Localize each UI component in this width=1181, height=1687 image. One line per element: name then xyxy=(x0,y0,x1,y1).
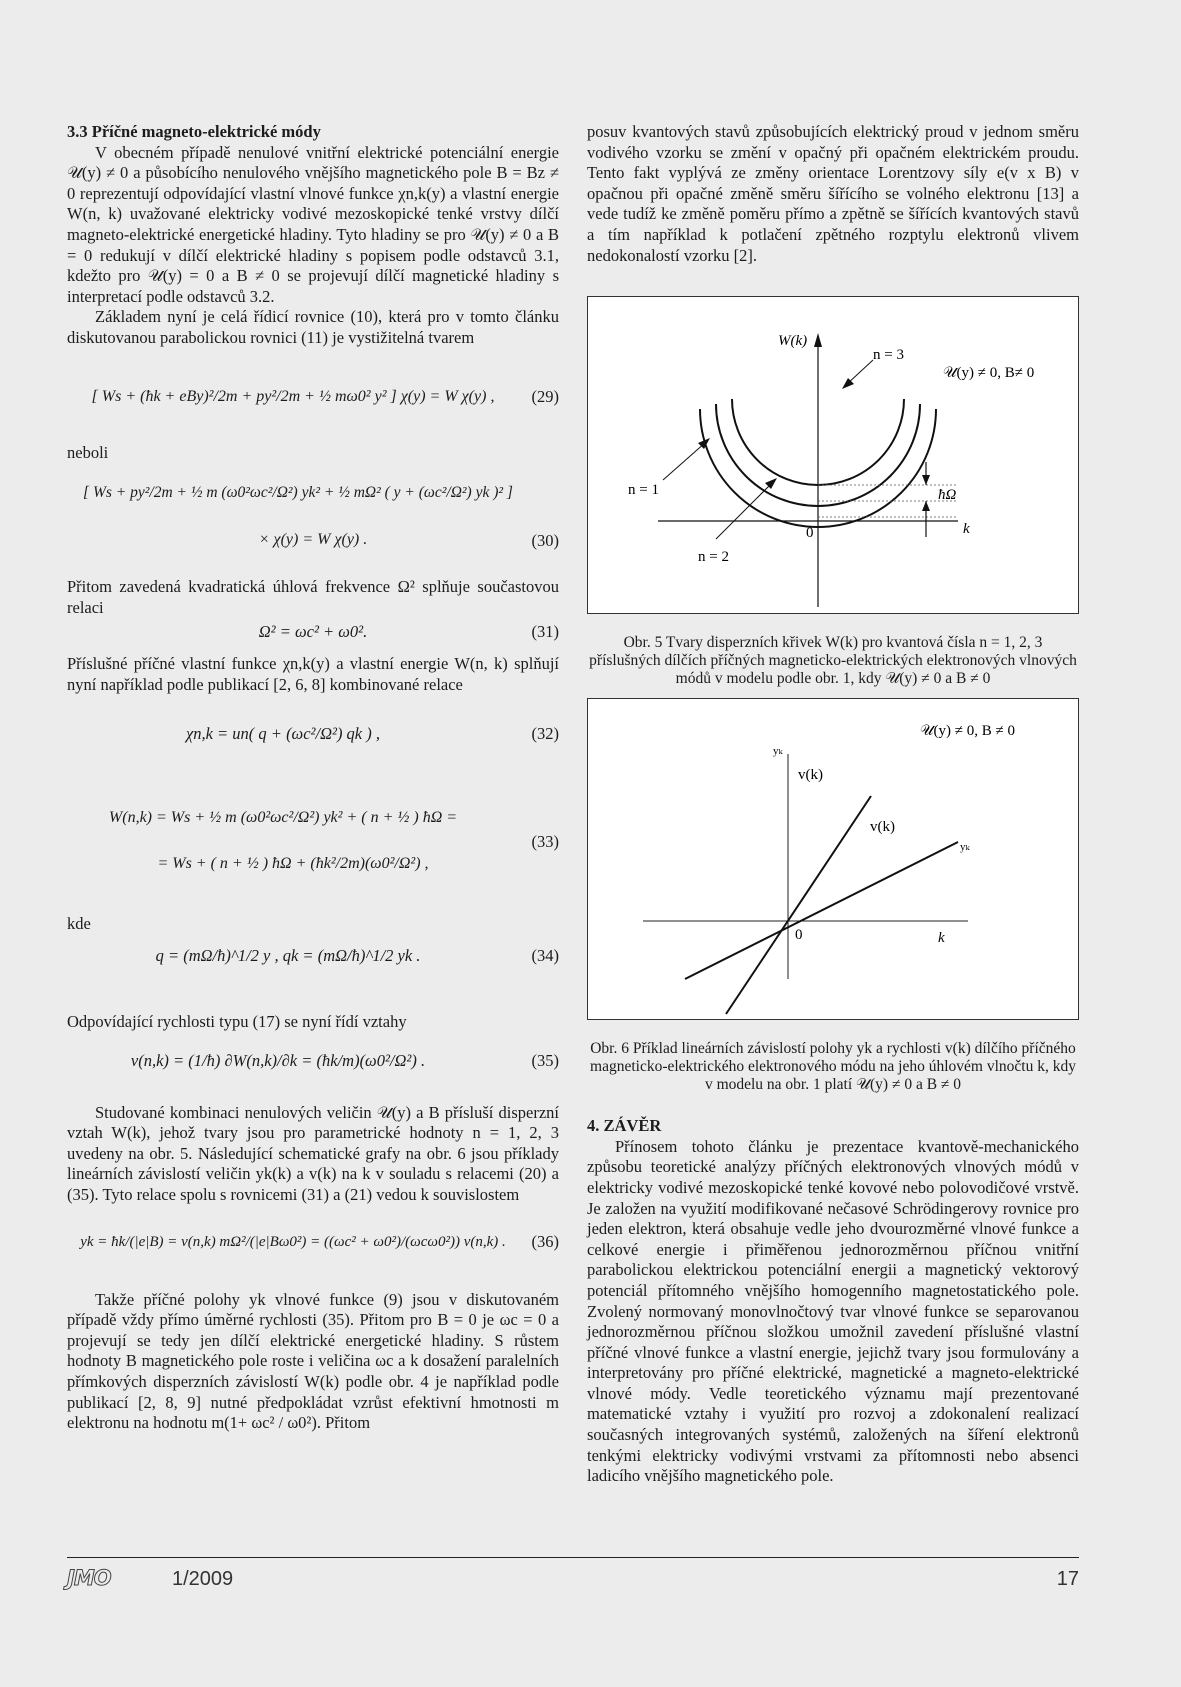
left-column xyxy=(67,122,559,1434)
paragraph: Přínosem tohoto článku je prezentace kvantově-mechanického způsobu teoretické analýzy příčných elektronových vlnových módů v elektricky vodivé mezoskopické tenké kovové nebo polovodičové vrstvě. Je založen na využití modifikované nečasové Schrödingerovy rovnice pro jeden elektron, která obsahuje vedle jeho dvourozměrné vlnové funkce a celkové energie i přiměřenou jednorozměrnou příčnou vnitřní parabolickou elektrickou potenciální energii a magnetický vektorový potenciál přítomného vnějšího homogenního magnetostatického pole. Zvolený normovaný monovlnočtový tvar vlnové funkce se separovanou jednorozměrnou příčnou složkou umožnil zavedení příslušné vlastní příčné vlnové funkce a vlastní energie, jejichž tvary jsou formulovány a interpretovány pro příčné elektrické, magnetické a magneto-elektrické vlnové módy. Vedle teoretického významu mají prezentované matematické vztahy i využití pro rozvoj a zdokonalení realizací současných integrovaných systémů, založených na šíření elektronů tenkými elektricky vodivými vrstvami za přítomnosti nebo absenci ladicího vnějšího magnetického pole. xyxy=(587,1136,1079,1486)
equation-31 xyxy=(67,618,559,650)
equation-text: W(n,k) = Ws + ½ m (ω0²ωc²/Ω²) yk² + ( n + ½ ) ħΩ = xyxy=(108,808,458,826)
equation-29 xyxy=(67,359,559,437)
equation-number: (35) xyxy=(531,1050,559,1070)
equation-33 xyxy=(67,782,559,912)
hbar-omega-label: ħΩ xyxy=(938,487,957,504)
paragraph: Odpovídající rychlosti typu (17) se nyní řídí vztahy xyxy=(67,1012,407,1032)
equation-number: (32) xyxy=(531,723,559,743)
paragraph: Takže příčné polohy yk vlnové funkce (9) jsou v diskutovaném případě vždy přímo úměrné rychlosti (35). Přitom pro B = 0 je ωc = 0 a projevují se tedy jen dílčí elektrické energetické hladiny. S růstem hodnoty B magnetického pole roste i veličina ωc a k dosažení paralelních přímkových disperzních závislostí W(k) podle obr. 4 je například podle publikací [2, 8, 9] nutné předpokládat vzrůst efektivní hmotnosti m elektronu na hodnotu m(1+ ωc² / ω0²). Přitom xyxy=(67,1289,559,1433)
yk-line-label: yₖ xyxy=(960,841,970,854)
paragraph: posuv kvantových stavů způsobujících elektrický proud v jednom směru vodivého vzorku se změní v opačný při opačném elektrickém proudu. Tento fakt vyplývá ze změny orientace Lorentzovy síly e(v x B) v opačnou při opačné změně směru šířícího se volného elektronu [13] a vede tudíž ke změně poměru přímo a zpětně se šířících kvantových stavů a tím například k potlačení zpětného rozptylu elektronů vlivem nedokonalostí vzorku [2]. xyxy=(587,122,1079,265)
label-n3: n = 3 xyxy=(873,347,904,364)
right-column xyxy=(587,122,1079,1487)
equation-30 xyxy=(67,463,559,563)
equation-number: (29) xyxy=(531,386,559,406)
origin-label: 0 xyxy=(795,927,803,944)
ylabel: W(k) xyxy=(778,333,808,350)
page-number: 17 xyxy=(1056,1568,1079,1590)
figure-5-diagram xyxy=(588,297,1078,613)
origin-label: 0 xyxy=(806,525,814,542)
neboli-label: neboli xyxy=(67,442,109,462)
equation-text: v(n,k) = (1/ħ) ∂W(n,k)/∂k = (ħk/m)(ω0²/Ω²) . xyxy=(130,1050,426,1070)
equation-text: q = (mΩ/ħ)^1/2 y , qk = (mΩ/ħ)^1/2 yk . xyxy=(155,946,421,966)
vk-axis-label: v(k) xyxy=(798,767,823,784)
equation-text: Ω² = ωc² + ω0². xyxy=(258,622,368,642)
kde-label: kde xyxy=(67,913,91,933)
journal-logo: JMO xyxy=(67,1566,111,1590)
equation-text: = Ws + ( n + ½ ) ħΩ + (ħk²/2m)(ω0²/Ω²) , xyxy=(157,855,429,873)
equation-text: yk = ħk/(|e|B) = v(n,k) mΩ²/(|e|Bω0²) = ((ωc² + ω0²)/(ωcω0²)) v(n,k) . xyxy=(80,1233,506,1250)
equation-36 xyxy=(67,1206,559,1286)
equation-32 xyxy=(67,696,559,772)
xlabel: k xyxy=(938,930,945,947)
equation-34 xyxy=(67,934,559,1002)
paragraph: Studované kombinaci nenulových veličin 𝒰(y) a B přísluší disperzní vztah W(k), jehož tvary jsou pro parametrické hodnoty n = 1, 2, 3 uvedeny na obr. 5. Následující schematické grafy na obr. 6 jsou příklady lineárních závislostí veličin yk(k) a v(k) na k v souladu s relacemi (20) a (35). Tyto relace spolu s rovnicemi (31) a (21) vedou k souvislostem xyxy=(67,1102,559,1205)
label-n2: n = 2 xyxy=(698,549,729,566)
position-line xyxy=(685,842,958,979)
section-heading: 3.3 Příčné magneto-elektrické módy xyxy=(67,122,321,141)
figure-5 xyxy=(587,296,1079,614)
equation-text: [ Ws + py²/2m + ½ m (ω0²ωc²/Ω²) yk² + ½ mΩ² ( y + (ωc²/Ω²) yk )² ] xyxy=(83,484,513,502)
issue-number: 1/2009 xyxy=(172,1568,234,1590)
equation-text: × χ(y) = W χ(y) . xyxy=(258,530,368,548)
figure-5-caption: Obr. 5 Tvary disperzních křivek W(k) pro kvantová čísla n = 1, 2, 3 příslušných dílčích příčných magneticko-elektrických elektronových vlnových módů v modelu podle obr. 1, kdy 𝒰(y) ≠ 0 a B ≠ 0 xyxy=(589,634,1077,688)
xlabel: k xyxy=(963,521,970,538)
condition-label: 𝒰(y) ≠ 0, B≠ 0 xyxy=(943,365,1035,382)
label-n1: n = 1 xyxy=(628,482,659,499)
equation-number: (36) xyxy=(531,1231,559,1251)
condition-label: 𝒰(y) ≠ 0, B ≠ 0 xyxy=(920,723,1015,740)
figure-6 xyxy=(587,698,1079,1020)
vk-line-label: v(k) xyxy=(870,819,895,836)
yk-axis-label: yₖ xyxy=(773,745,783,758)
velocity-line xyxy=(726,796,871,1014)
figure-6-diagram xyxy=(588,699,1078,1019)
paragraph: Přitom zavedená kvadratická úhlová frekvence Ω² splňuje součastovou relaci xyxy=(67,577,559,617)
paragraph: Základem nyní je celá řídicí rovnice (10), která pro v tomto článku diskutovanou parabolickou rovnici (11) je vystižitelná tvarem xyxy=(67,307,559,347)
footer-rule xyxy=(67,1557,1079,1558)
equation-number: (30) xyxy=(531,531,559,551)
paragraph: Příslušné příčné vlastní funkce χn,k(y) a vlastní energie W(n, k) splňují nyní například podle publikací [2, 6, 8] kombinované relace xyxy=(67,654,559,694)
equation-35 xyxy=(67,1033,559,1095)
equation-number: (34) xyxy=(531,946,559,966)
equation-number: (31) xyxy=(531,622,559,642)
section-heading: 4. ZÁVĚR xyxy=(587,1116,662,1136)
paragraph: V obecném případě nenulové vnitřní elektrické potenciální energie 𝒰(y) ≠ 0 a působícího nenulového vnějšího magnetického pole B = Bz ≠ 0 reprezentují odpovídající vlastní vlnové funkce χn,k(y) a vlastní energie W(n, k) uvažované elektricky vodivé mezoskopické tenké vrstvy dílčí magneto-elektrické energetické hladiny. Tyto hladiny se pro 𝒰(y) ≠ 0 a B = 0 redukují v dílčí elektrické hladiny s popisem podle odstavců 3.1, kdežto pro 𝒰(y) = 0 a B ≠ 0 se projevují dílčí magnetické hladiny s interpretací podle odstavců 3.2. xyxy=(67,142,559,306)
equation-number: (33) xyxy=(531,831,559,851)
equation-text: [ Ws + (ħk + eBy)²/2m + py²/2m + ½ mω0² y² ] χ(y) = W χ(y) , xyxy=(91,387,495,405)
equation-text: χn,k = un( q + (ωc²/Ω²) qk ) , xyxy=(185,723,381,743)
figure-6-caption: Obr. 6 Příklad lineárních závislostí polohy yk a rychlosti v(k) dílčího příčného magneticko-elektrického elektronového módu na jeho úhlovém vlnočtu k, kdy v modelu na obr. 1 platí 𝒰(y) ≠ 0 a B ≠ 0 xyxy=(590,1040,1076,1094)
y-axis-arrow xyxy=(814,333,822,347)
